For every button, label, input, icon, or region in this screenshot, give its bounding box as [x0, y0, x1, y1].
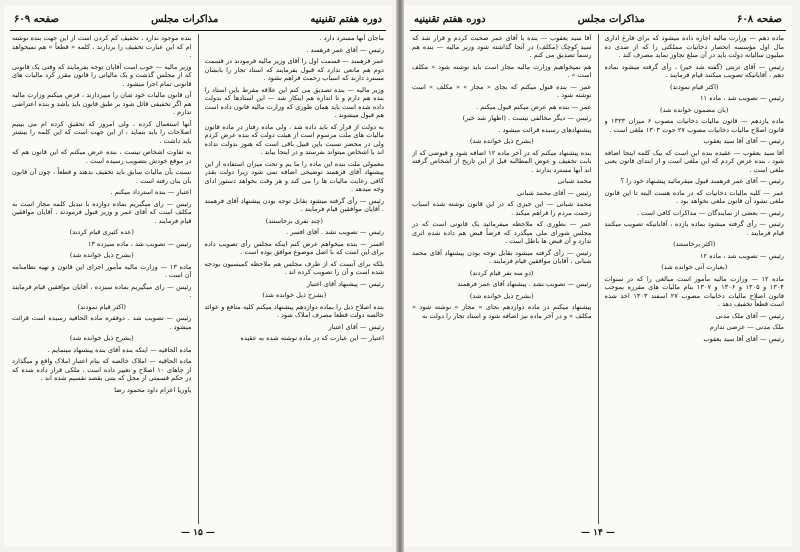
book-gutter	[396, 0, 404, 552]
paragraph: آقا سید یعقوب — بنده با آقای عمر صحبت کردم و قرار شد که سید کوچک (مکلف) در آنجا گذاشته شود وزیر مالیه — بنده هم رسماً تصدیق می کنم .	[412, 34, 592, 59]
paragraph: (اکثر قیام نمودند)	[77, 302, 126, 311]
paragraph: عمر — بنده قبول میکنم که بجای « مجاز » « مکلف » است نوشته شود .	[412, 82, 592, 99]
paragraph: رئیس — آقای ملک مدنی	[715, 311, 784, 320]
paragraph: هم نمیخواهیم وزارت مالیه مجاز است باید نوشته شود « مکلف است » .	[412, 62, 592, 79]
paragraph: رئیس — آقای تربتی (گفته شد خیر) ، رأی گرفته میشود بماده دهم ، آقایانیکه تصویب میکنند قیام فرمایند .	[604, 62, 784, 79]
paragraph: به دولت از قرار که باید داده شد ، ولی ماده رفتار در ماده قانون مالیات های ملت مرسوم است از هیئت دولت که بنده عرض کردم ولی در محضر نسبت باین قبیل باقی است که هنوز بدولت نداده اند با اشخاص میتواند بفرستد و در اینجا بیاید .	[204, 122, 384, 156]
header-rule	[410, 30, 786, 31]
paragraph: یاوریا اعزام داود محمود رضا	[114, 385, 192, 394]
column-right	[205, 34, 385, 524]
page-footer-number: — ۱۵ —	[181, 528, 215, 538]
paragraph: افسر — بنده میخواهم عرض کنم اینکه مجلس رأی تصویب داده برای این است که با اصل موضوع موافق بوده است .	[204, 239, 384, 256]
page-number: صفحه ۶۰۹	[14, 13, 59, 25]
page-title: مذاکرات مجلس	[151, 13, 219, 25]
paragraph: رئیس — دیگر مخالفی نیست . (اظهار شد خیر)	[462, 114, 592, 122]
paragraph: رئیس — رای میگیریم بماده سیزده ، آقایان موافقین قیام فرمایند .	[12, 282, 192, 299]
paragraph: رئیس — تصویب شد ، ماده ۱۱	[700, 94, 784, 102]
paragraph: آقا سید یعقوب — عقیده بنده این است که بیک کلمه اینجا اضافه شود ، بنده عرض کردم که این ملغی است و از ابتدای قانون یعنی ملغی است .	[604, 148, 784, 174]
paragraph: وزیر مالیه — بنده تصدیق می کنم این علاقه مفرط باین استاد را بنده هم دارم و تا اندازه هم اینکار شد — این استادها که بدولت داده شده است باید همان طوری که وزارت مالیه قانون داده است هم قبول میشوند .	[204, 85, 384, 119]
paragraph: (بعبارت آتی خوانده شد)	[661, 263, 728, 271]
paragraph: رئیس — آقای آقا سید یعقوب	[703, 137, 784, 145]
paragraph: ماده الحاقیه — املاک خالصه که بنام اعتبار املاک واقع و میگذارد از جاهای ۱۰ اصلاح و تغییر داده است ، ملکی قرار داده شده که در حکم قسمتی از محل که بتنی بقصد تقسیم شده اند .	[12, 357, 192, 382]
paragraph: رئیس — آقای عمر فرهمند قبول میفرمائید پیشنهاد خود را ؟	[620, 177, 784, 185]
paragraph: وزیر مالیه — خوب است آقایان توجه بفرمایند که وقتی یک قانونی که از مجلس گذشت و یک مالیاتی را قانون مقرر کرد مالیات های قانونی تمام اجرا میشود .	[12, 62, 192, 88]
paragraph: پیشنهادهای رسیده قرائت میشود .	[498, 125, 592, 134]
paragraph: (بشرح ذیل خوانده شد)	[469, 291, 534, 300]
paragraph: آنها استعمال کرده ، ولی امروز که تحقیق کرده ام می بینیم اصلاحات را باید بنماید ، از این جهت است که این کلمه را بیشتر باید داشت .	[12, 119, 192, 145]
paragraph: رئیس — تصویب شد . دوفقره ماده الحاقیه رسیده است قرائت میشود .	[12, 314, 192, 331]
text-columns	[412, 34, 784, 524]
paragraph: عمر — بنده هم عرض میکنم قبول میکنم .	[476, 102, 592, 111]
paragraph: عمر فرهمند — قسمت اول را آقای وزیر مالیه فرمودند در قسمت دوم هم مانعی ندارد که قبول بفرمایند که استاد تجار را بابشان مسترد دارند که اسباب زحمت فراهم نشود .	[204, 57, 384, 82]
column-divider	[198, 34, 199, 524]
paragraph: بلکه برای آنست که از طرف مجلس هم ملاحظه کمیسیون بودجه شده است و آن را تصویب کرده اند .	[204, 259, 384, 276]
paragraph: رئیس — تصویب نشد . پیشنهاد آقای عمر فرهمند	[457, 280, 592, 288]
session-title: دوره هفتم تقنینیه	[414, 13, 486, 25]
left-page	[4, 6, 392, 546]
text-columns	[12, 34, 384, 524]
paragraph: (اکثر قیام نمودند)	[670, 82, 719, 91]
paragraph: رئیس — رأی گرفته میشود بقابل توجه بودن پیشنهاد آقای محمد شبانی ، آقایان موافقین قیام فرمایند .	[412, 248, 592, 265]
paragraph: بنده موجود ندارد ، تخفیف کم کردن است از این جهت بنده نوشته ام که این عبارت تخفیف را بردارند ، کلمه « قطعاً » هم نمیخواهد .	[12, 34, 192, 59]
paragraph: رئیس — تصویب شد ، ماده سیزده ۱۳	[87, 239, 192, 248]
page-header	[10, 10, 386, 28]
paragraph: رئیس — آقای آقا سید یعقوب	[703, 334, 784, 343]
paragraph: رئیس — رأی گرفته میشود بقابل توجه بودن پیشنهاد آقای فرهمند . آقایان موافقین قیام فرمایند .	[204, 196, 384, 213]
paragraph: ماده دهم — وزارت مالیه اجازه داده میشود که برای فارغ اداری مال اول مؤسسه انحصار دخانیات مملکتی را که از صدی ده میلیون سالیانه دولت باید در آن مبلغ تجاوز نماید مصرف کند .	[604, 34, 784, 59]
paragraph: اعتبار — این عبارت که در ماده نوشته شده به عقیده	[240, 334, 384, 342]
paragraph: رئیس — تصویب شد ، ماده ۱۲	[700, 251, 784, 260]
column-divider	[598, 34, 599, 524]
paragraph: رئیس — رأی گرفته میشود بماده یازده ، آقایانیکه تصویب میکنند قیام فرمایند .	[604, 220, 784, 237]
paragraph: عمر — کلیه مالیات دخانیات که در ماده هست البته تا این قانون ملغی نشود آن قانون ملغی نخواهد بود .	[604, 188, 784, 205]
paragraph: به تفاوت اشخاص نیست ، بنده عرض میکنم که این قانون هم که در موقع خودش بتصویب رسیده است .	[12, 148, 192, 165]
right-page	[404, 6, 792, 546]
paragraph: رئیس — آقای اعتبار	[328, 322, 384, 331]
paragraph: محمد شبانی	[557, 177, 592, 185]
paragraph: رئیس — پیشنهاد آقای اعتبار	[306, 279, 384, 288]
header-rule	[10, 30, 386, 31]
paragraph: عمر — بطوری که ملاحظه میفرمائید یک قانونی است که در مجلس شورای ملی میگذرد که فرضاً قبض هم داده شده اثری ندارد و آن قبض ها باطل است .	[412, 220, 592, 245]
paragraph: رئیس — رای میگیریم بماده دوازده با تبدیل کلمه مجاز است به مکلف است که آقای عمر و وزیر قبول فرمودند . آقایان موافقین قیام فرمایند .	[12, 199, 192, 225]
column-left	[412, 34, 592, 524]
paragraph: بنده پیشنهاد میکنم که در آخر ماده ۱۲ اضافه شود و قبوضی که از بابت تخفیف و عوض المطالبه قبل از این تاریخ از اشخاص گرفته اند آنها مسترد بدارند .	[412, 148, 592, 174]
paragraph: ماده ۱۳ — وزارت مالیه مأمور اجرای این قانون و تهیه نظامنامه آن است .	[12, 262, 192, 279]
paragraph: ماده یازدهم — قانون مالیات دخانیات مصوب ۶ میزان ۱۳۳۳ و قانون اصلاح مالیات دخانیات مصوب ۲۷ حوت ۱۳۰۳ ملغی است .	[604, 117, 784, 134]
paragraph: (اکثر برخاستند)	[673, 240, 716, 248]
paragraph: رئیس — آقای عمر فرهمند .	[306, 45, 384, 54]
paragraph: پیشنهاد میکنم در ماده دوازدهم بجای « مجاز » نوشته شود « مکلف » و در آخر ماده نیز اضافه شود و استاد تجار را دولت به	[412, 303, 592, 320]
column-right	[605, 34, 785, 524]
paragraph: رئیس — تصویب نشد . آقای افسر .	[286, 228, 384, 236]
page-header	[410, 10, 786, 28]
paragraph: بنده اصلاح ذیل را بماده دوازدهم پیشنهاد میکنم کلیه منافع و عوائد خالصه دولت قطعا مصرف املاک شود .	[204, 302, 384, 319]
paragraph: رئیس — آقای محمد شبانی	[517, 188, 592, 197]
paragraph: آن قانون مالیات خود شان را میپردازند ، فرض میکنم وزارت مالیه هم اگر تخفیفی قائل شود بر طبق قانون باید باشد و بنده اعتراضی ندارم .	[12, 91, 192, 116]
paragraph: (بشرح ذیل خوانده شد)	[69, 251, 134, 259]
paragraph: ملک مدنی — عرضی ندارم	[710, 323, 784, 331]
page-footer-number: — ۱۴ —	[581, 528, 615, 538]
column-left	[12, 34, 192, 524]
session-title: دوره هفتم تقنینیه	[310, 13, 382, 25]
paragraph: ماده الحاقیه — اینکه بنده آقای بنده پیشنهاد مینمایم .	[47, 345, 192, 354]
paragraph: (چند نفری برخاستند)	[265, 216, 323, 225]
paragraph: اعتبار — بنده استرداد میکنم .	[110, 188, 192, 196]
paragraph: (بشرح ذیل خوانده شد)	[469, 137, 534, 145]
paragraph: (بشرح ذیل خوانده شد)	[69, 334, 134, 342]
paragraph: (عده کثیری قیام کردند)	[69, 228, 134, 236]
paragraph: رئیس — بعضی از نمایندگان — مذاکرات کافی است .	[636, 208, 784, 217]
paragraph: معمولی ملت بنده این ماده را ما یم و تحت میزان استفاده از این پیشنهاد آقای فرهمند توضیحی اضافه نمی شود زیرا دولت بقدر کافی رعایت مالیات ها را می کند و هر وقت بخواهد دستور ادای وجه میدهد .	[204, 159, 384, 193]
paragraph: (بشرح ذیل خوانده شد)	[262, 291, 327, 299]
paragraph: تسبت بآن مالیات سابق باید تخفیف بدهند و قطعاً ، چون آن قانون بآن بنان رفته است .	[12, 168, 192, 185]
paragraph: (بان مضمون خوانده شد)	[660, 105, 729, 114]
paragraph: ماده ۱۲ — وزارت مالیه مأمور است مبالغی را که در سنوات ۱۳۰۴ و ۱۳۰۵ و ۱۳۰۶ و ۱۳۰۷ بنام مالیات های مقرره بموجب قانون اصلاح مالیات دخانیات مصوب ۲۷ اسفند ۱۳۰۳ اخذ شده است قطعاً تخفیف دهد .	[604, 274, 784, 308]
page-number: صفحه ۶۰۸	[737, 13, 782, 25]
page-title: مذاکرات مجلس	[577, 13, 645, 25]
paragraph: (دو سه نفر قیام کردند)	[469, 268, 534, 277]
paragraph: محمد شبانی — این جیزی که در این قانون نوشته شده اسباب زحمت مردم را فراهم میکند .	[412, 200, 592, 217]
paragraph: ماجان آنها مسترد دارد .	[319, 34, 384, 42]
